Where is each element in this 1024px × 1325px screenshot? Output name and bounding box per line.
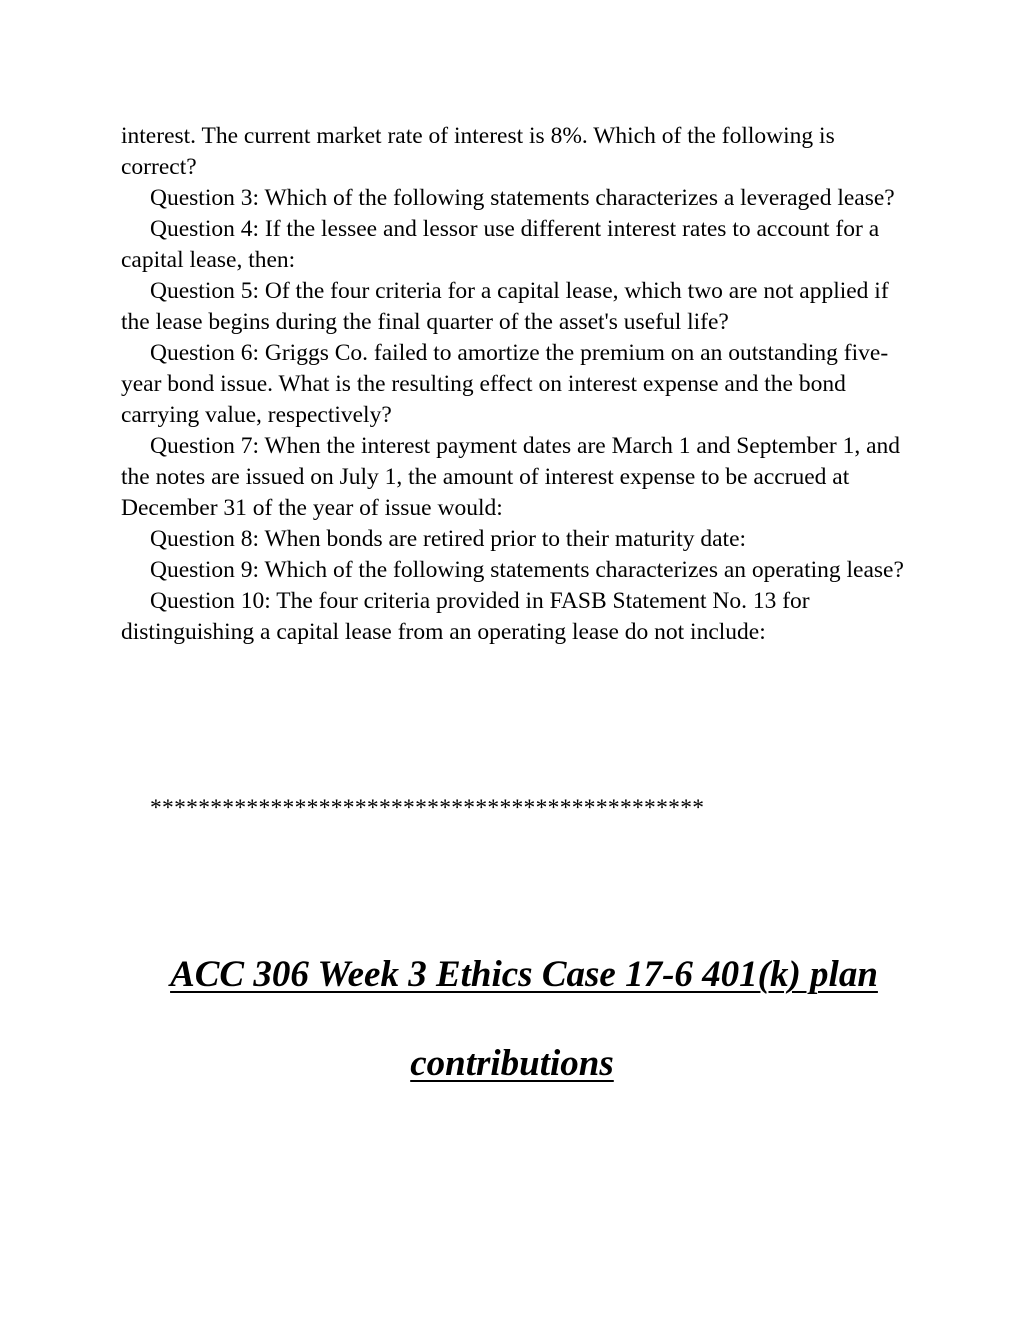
question-9: Question 9: Which of the following statements characterizes an operating lease? [150, 557, 904, 583]
question-10: Question 10: The four criteria provided in FASB Statement No. 13 for distinguishing a capital lease from an operating lease do not include: [121, 588, 810, 645]
paragraph-continuation: interest. The current market rate of interest is 8%. Which of the following is correct? [121, 123, 835, 180]
question-5: Question 5: Of the four criteria for a capital lease, which two are not applied if the lease begins during the final quarter of the asset's useful life? [121, 278, 889, 335]
question-4: Question 4: If the lessee and lessor use different interest rates to account for a capital lease, then: [121, 216, 880, 273]
section-heading-line-2: contributions [410, 1043, 614, 1084]
document-body [121, 121, 911, 648]
separator-line: ********************************************** [150, 795, 705, 821]
question-8: Question 8: When bonds are retired prior to their maturity date: [150, 526, 747, 552]
question-7: Question 7: When the interest payment dates are March 1 and September 1, and the notes are issued on July 1, the amount of interest expense to be accrued at December 31 of the year of issue would: [121, 433, 901, 521]
question-6: Question 6: Griggs Co. failed to amortize the premium on an outstanding five-year bond issue. What is the resulting effect on interest expense and the bond carrying value, respectively? [121, 340, 889, 428]
section-heading-line-1: ACC 306 Week 3 Ethics Case 17-6 401(k) plan [170, 954, 878, 995]
question-3: Question 3: Which of the following statements characterizes a leveraged lease? [150, 185, 895, 211]
